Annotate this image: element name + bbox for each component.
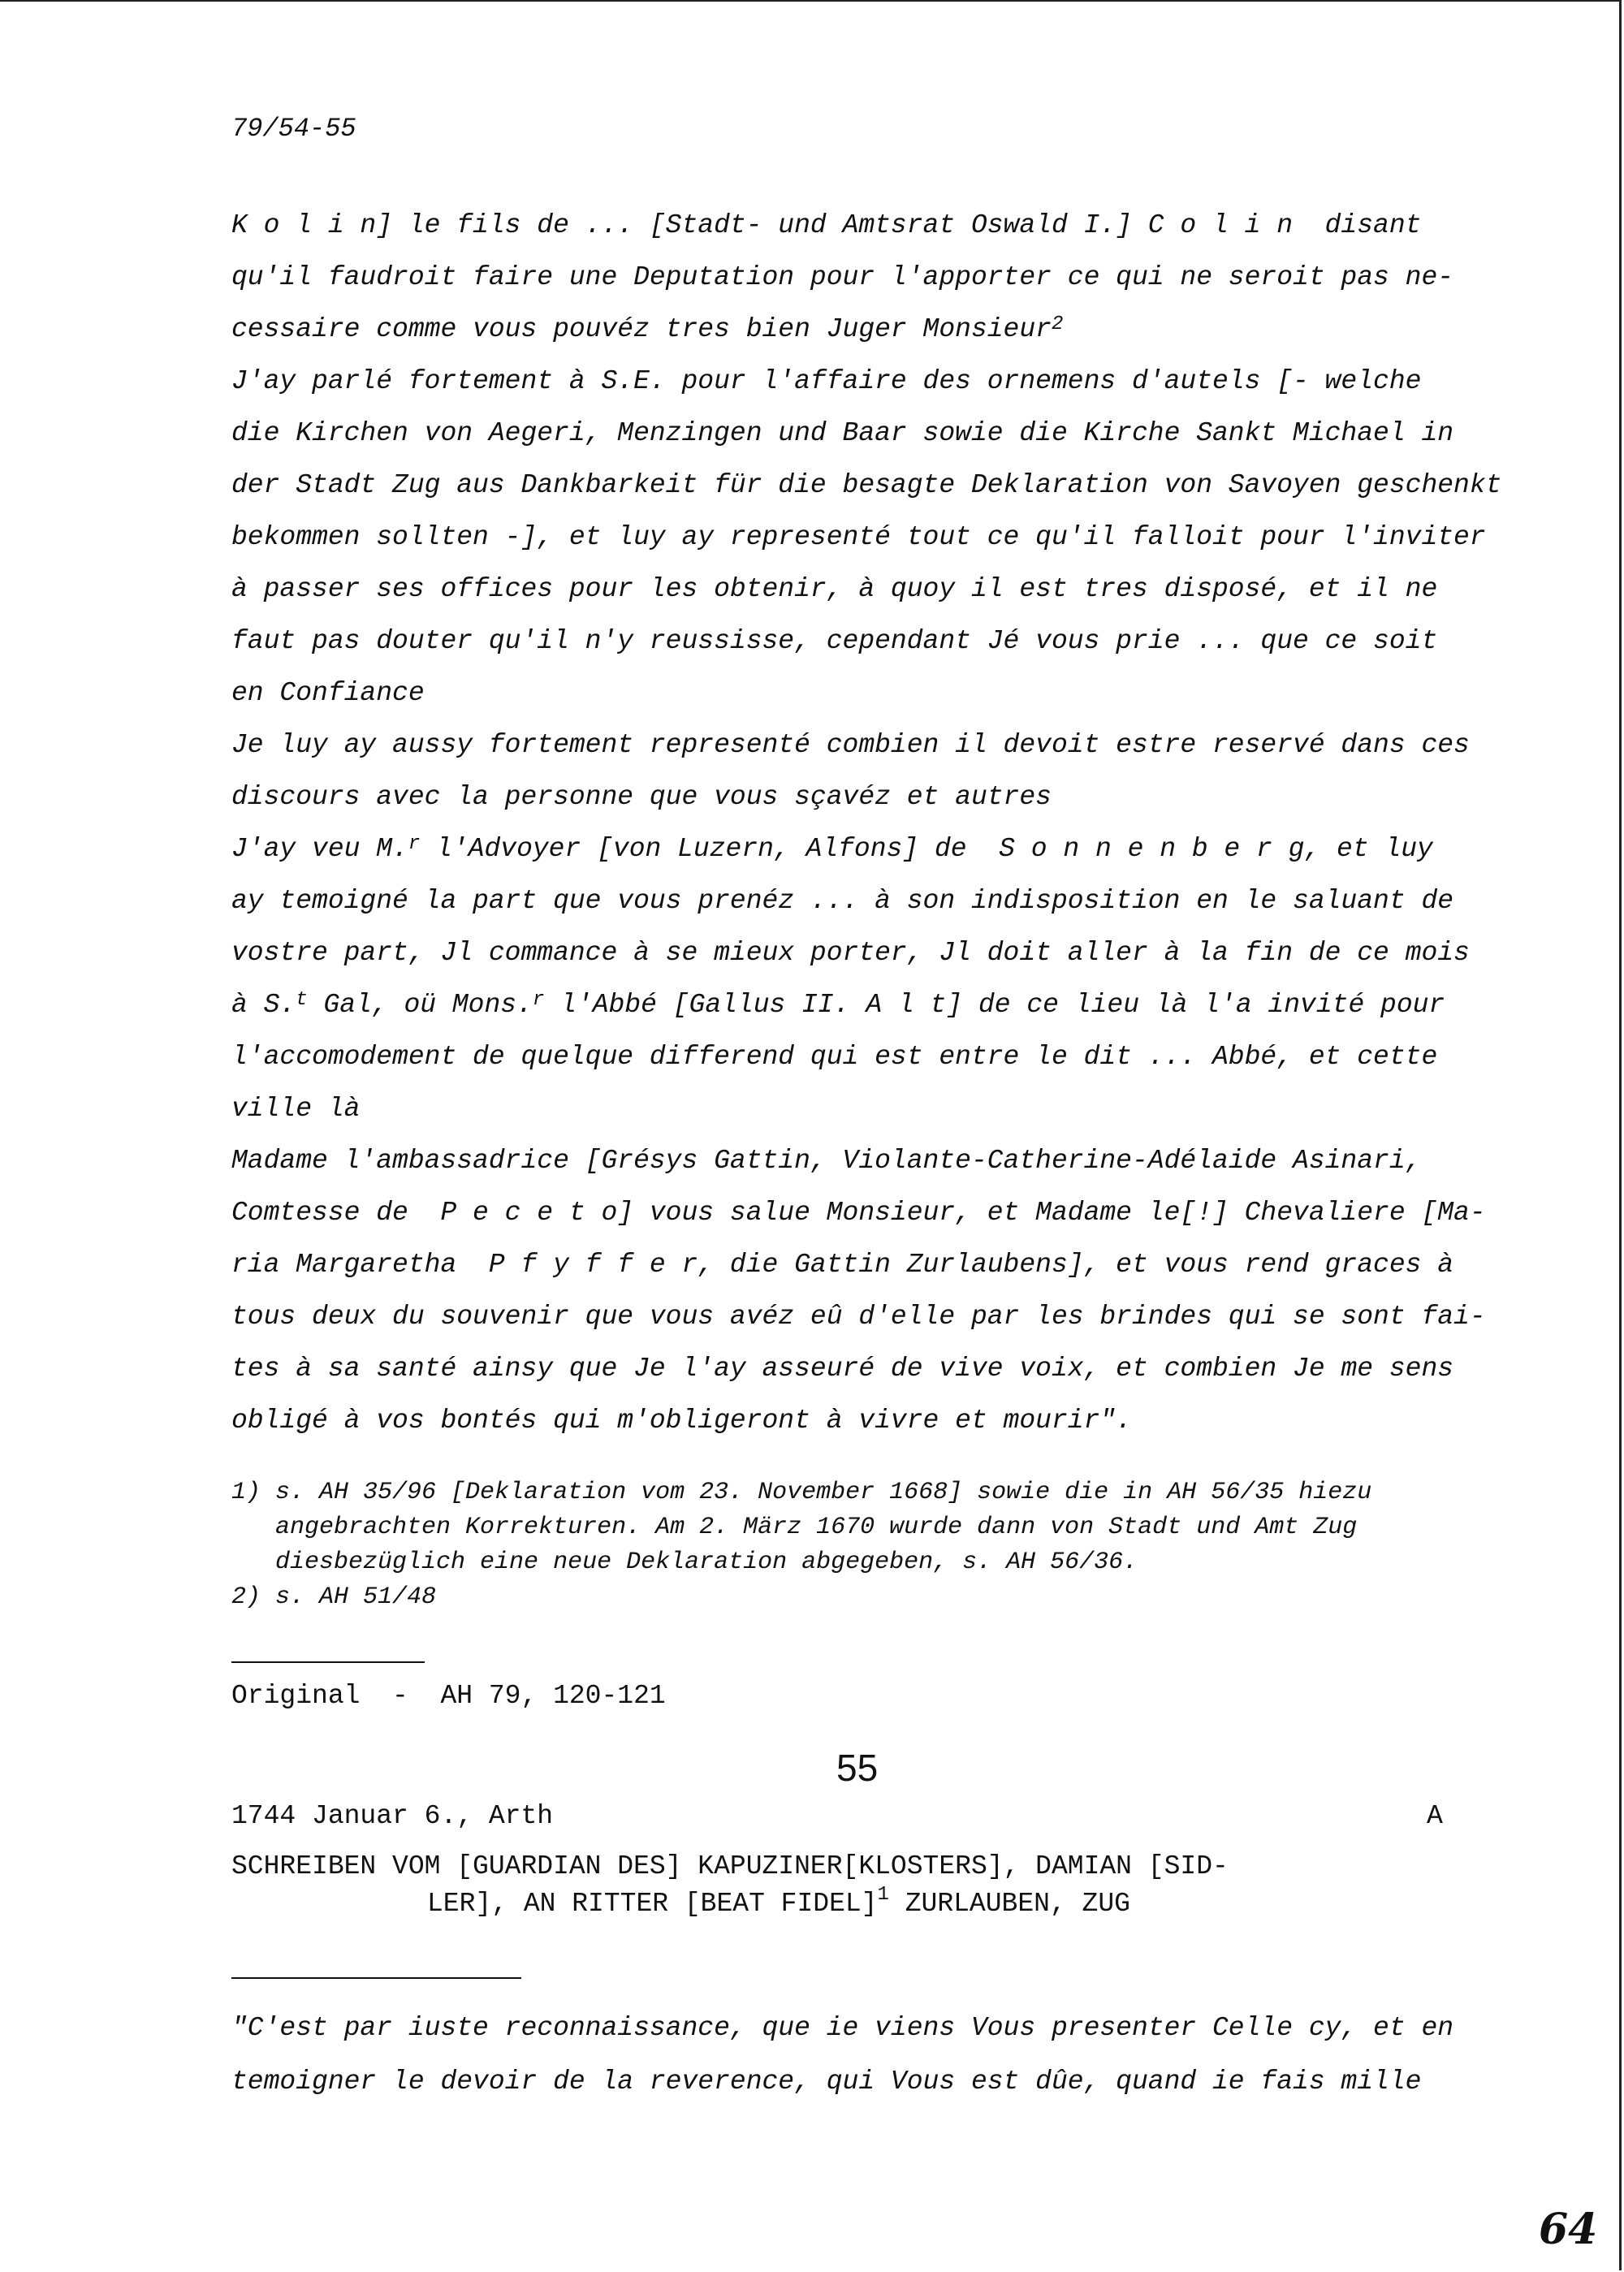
text-segment: à passer ses offices pour les obtenir, à quoy il est tres disposé, et il ne: [231, 574, 1438, 604]
body-line: [231, 1405, 1132, 1437]
body-line: [231, 833, 1433, 866]
body-line: [231, 729, 1470, 762]
body-line: [231, 1301, 1486, 1333]
text-segment: Comtesse de P e c e t o] vous salue Monsieur, et Madame le[!] Chevaliere [Ma-: [231, 1198, 1486, 1228]
quote-line: temoigner le devoir de la reverence, qui Vous est dûe, quand ie fais mille: [231, 2067, 1422, 2097]
body-line: [231, 885, 1453, 918]
text-segment: discours avec la personne que vous sçavéz et autres: [231, 782, 1052, 812]
text-segment: ville là: [231, 1094, 361, 1124]
text-segment: Gal, oü Mons.: [307, 990, 533, 1020]
text-segment: l'Advoyer [von Luzern, Alfons] de S o n n e n b e r g, et luy: [420, 834, 1433, 864]
body-line: [231, 469, 1501, 502]
text-segment: Je luy ay aussy fortement representé combien il devoit estre reservé dans ces: [231, 730, 1470, 760]
body-line: [231, 573, 1437, 606]
text-segment: K o l i n] le fils de ... [Stadt- und Amtsrat Oswald I.] C o l i n disant: [231, 210, 1422, 240]
document-reference: 79/54-55: [231, 114, 356, 144]
body-line: [231, 1145, 1421, 1177]
footnote-line: angebrachten Korrekturen. Am 2. März 1670 wurde dann von Stadt und Amt Zug: [231, 1514, 1358, 1541]
text-segment: ay temoigné la part que vous prenéz ... à son indisposition en le saluant de: [231, 886, 1454, 916]
entry-title-part1: LER], AN RITTER [BEAT FIDEL]: [427, 1889, 878, 1919]
entry-title-part2: ZURLAUBEN, ZUG: [888, 1889, 1130, 1919]
body-line: [231, 625, 1437, 658]
text-segment: qu'il faudroit faire une Deputation pour l'apporter ce qui ne seroit pas ne-: [231, 262, 1454, 292]
entry-type: A: [1427, 1801, 1443, 1831]
text-segment: l'accomodement de quelque differend qui est entre le dit ... Abbé, et cette: [231, 1042, 1438, 1072]
body-line: [231, 937, 1470, 970]
text-segment: cessaire comme vous pouvéz tres bien Juger Monsieur: [231, 314, 1052, 344]
text-segment: J'ay parlé fortement à S.E. pour l'affaire des ornemens d'autels [- welche: [231, 366, 1422, 396]
text-segment: faut pas douter qu'il n'y reussisse, cependant Jé vous prie ... que ce soit: [231, 626, 1438, 656]
text-segment: en Confiance: [231, 678, 425, 708]
text-segment: à S.: [231, 990, 296, 1020]
footnote-line: 1) s. AH 35/96 [Deklaration vom 23. November 1668] sowie die in AH 56/35 hiezu: [231, 1479, 1372, 1506]
source-reference: Original - AH 79, 120-121: [231, 1681, 666, 1711]
footnote-line: 2) s. AH 51/48: [231, 1583, 437, 1611]
text-segment: obligé à vos bontés qui m'obligeront à vivre et mourir".: [231, 1406, 1132, 1436]
footnote-ref: 1: [877, 1884, 889, 1906]
body-line: [231, 521, 1486, 554]
quote-line: "C'est par iuste reconnaissance, que ie viens Vous presenter Celle cy, et en: [231, 2013, 1454, 2043]
body-line: [231, 209, 1421, 242]
superscript: t: [296, 989, 308, 1011]
handwritten-page-mark: 64: [1539, 2205, 1598, 2254]
entry-title-line1: SCHREIBEN VOM [GUARDIAN DES] KAPUZINER[KLOSTERS], DAMIAN [SID-: [231, 1851, 1229, 1881]
text-segment: vostre part, Jl commance à se mieux porter, Jl doit aller à la fin de ce mois: [231, 938, 1470, 968]
superscript: r: [532, 989, 545, 1011]
body-line: [231, 417, 1453, 450]
superscript: 2: [1051, 313, 1064, 335]
text-segment: ria Margaretha P f y f f e r, die Gattin Zurlaubens], et vous rend graces à: [231, 1250, 1454, 1280]
body-line: [231, 1041, 1437, 1073]
text-segment: bekommen sollten -], et luy ay representé tout ce qu'il falloit pour l'inviter: [231, 522, 1486, 552]
body-line: [231, 781, 1052, 814]
body-line: [231, 1353, 1453, 1385]
body-line: [231, 677, 425, 710]
body-line: [231, 1249, 1453, 1281]
entry-title-line2: [427, 1884, 1130, 1919]
entry-number: 55: [836, 1747, 879, 1789]
text-segment: die Kirchen von Aegeri, Menzingen und Baar sowie die Kirche Sankt Michael in: [231, 418, 1454, 448]
superscript: r: [408, 833, 421, 855]
text-segment: tous deux du souvenir que vous avéz eû d'elle par les brindes qui se sont fai-: [231, 1302, 1486, 1332]
entry-date-place: 1744 Januar 6., Arth: [231, 1801, 554, 1831]
text-segment: J'ay veu M.: [231, 834, 408, 864]
text-segment: Madame l'ambassadrice [Grésys Gattin, Violante-Catherine-Adélaide Asinari,: [231, 1146, 1422, 1176]
text-segment: tes à sa santé ainsy que Je l'ay asseuré de vive voix, et combien Je me sens: [231, 1354, 1454, 1384]
body-line: [231, 365, 1421, 398]
body-line: [231, 989, 1445, 1022]
text-segment: l'Abbé [Gallus II. A l t] de ce lieu là l'a invité pour: [544, 990, 1445, 1020]
text-segment: der Stadt Zug aus Dankbarkeit für die besagte Deklaration von Savoyen geschenkt: [231, 470, 1502, 500]
separator-rule: [231, 1661, 425, 1663]
footnote-line: diesbezüglich eine neue Deklaration abgegeben, s. AH 56/36.: [231, 1549, 1138, 1576]
body-line: [231, 261, 1453, 294]
body-line: [231, 313, 1063, 346]
body-line: [231, 1093, 360, 1125]
separator-rule: [231, 1977, 521, 1979]
body-line: [231, 1197, 1486, 1229]
